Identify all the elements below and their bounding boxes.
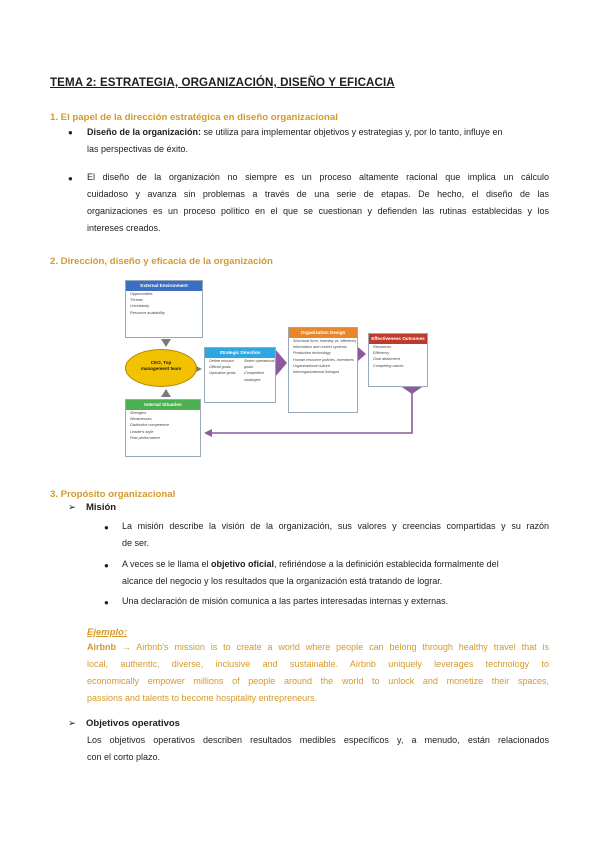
bullet-icon: ● <box>68 174 73 183</box>
arrow-right-icon: ➢ <box>68 718 76 729</box>
diagram-item: Organizational culture <box>293 363 330 368</box>
diagram-item: Threats <box>130 298 143 303</box>
bullet-icon: ● <box>104 523 109 532</box>
diagram-item: Define mission <box>209 359 234 363</box>
arrow-down-icon <box>161 339 171 347</box>
organization-design-title: Organization Design <box>289 328 357 338</box>
internal-situation-title: Internal Situation <box>126 400 200 410</box>
diagram-item: Past performance <box>130 435 160 440</box>
internal-situation-box <box>125 399 201 457</box>
diagram-item: Resources <box>373 345 392 349</box>
arrow-right-icon: ➢ <box>68 502 76 513</box>
effectiveness-outcomes-title: Effectiveness Outcomes <box>369 334 427 344</box>
mision-bullet2: A veces se le llama el objetivo oficial, refiriéndose a la definición establecida formalmente del alcance del negocio y los resultados que la organización está tratando de lograr. <box>122 559 499 586</box>
diagram-item: Uncertainty <box>130 304 150 309</box>
airbnb-example: Airbnb → Airbnb's mission is to create a world where people can belong through healthy travel that is local, authentic, diverse, inclusive and sustainable. Airbnb uniquely leverages technology to economically empower millions of people around the world to unlock and monetize their spaces, passions and talents to become hospitality entrepreneurs. <box>87 642 549 703</box>
diagram-item: Official goals <box>209 365 231 370</box>
objetivos-label: Objetivos operativos <box>86 718 180 729</box>
external-environment-title: External Environment <box>126 281 202 291</box>
diagram-item: Operative goals <box>209 371 236 376</box>
organization-design-diagram <box>122 277 430 457</box>
diagram-item: Human resource policies, incentives <box>293 357 354 362</box>
bullet-icon: ● <box>104 598 109 607</box>
mision-label: Misión <box>86 502 117 513</box>
ceo-label: CEO, Top management team <box>140 360 182 371</box>
arrow-right-icon <box>358 347 366 361</box>
mision-bullet1: La misión describe la visión de la organización, sus valores y creencias compartidas y su razón de ser. <box>122 521 549 548</box>
diagram-item: Competing values <box>373 363 404 368</box>
strategic-direction-box <box>204 347 276 403</box>
effectiveness-outcomes-box <box>368 333 428 387</box>
page-title: TEMA 2: ESTRATEGIA, ORGANIZACIÓN, DISEÑO Y EFICACIA <box>50 76 395 89</box>
bullet-icon: ● <box>104 561 109 570</box>
diagram-item: Competitive strategies <box>244 371 265 382</box>
objetivos-text: Los objetivos operativos describen resultados medibles específicos y, a menudo, están relacionados con el corto plazo. <box>87 735 549 762</box>
section1-heading: 1. El papel de la dirección estratégica en diseño organizacional <box>50 112 338 123</box>
bullet-icon: ● <box>68 128 73 137</box>
diagram-item: Structural form, learning vs. efficiency <box>293 339 357 343</box>
diagram-item: Production technology <box>293 351 331 356</box>
diagram-item: Resource availability <box>130 310 165 315</box>
arrow-right-icon <box>275 349 287 377</box>
section1-bullet1: Diseño de la organización: se utiliza para implementar objetivos y estrategias y, por lo tanto, influye en <box>87 127 503 137</box>
section1-bullet1-line2: las perspectivas de éxito. <box>87 144 189 154</box>
diagram-item: Goal attainment <box>373 357 400 362</box>
objetivos-item <box>68 718 180 729</box>
organization-design-box <box>288 327 358 413</box>
diagram-item: Efficiency <box>373 351 390 356</box>
mision-item <box>68 502 116 513</box>
strategic-direction-title: Strategic Direction <box>205 348 275 358</box>
ejemplo-label: Ejemplo: <box>87 627 128 638</box>
mision-bullet3: Una declaración de misión comunica a las partes interesadas internas y externas. <box>122 596 449 606</box>
arrow-left-icon <box>204 429 212 437</box>
section2-heading: 2. Dirección, diseño y eficacia de la organización <box>50 256 273 267</box>
diagram-item: Information and control systems <box>293 345 347 350</box>
diagram-item: Weaknesses <box>130 417 152 422</box>
ceo-ellipse <box>125 349 197 387</box>
diagram-item: Select operational goals <box>244 359 275 370</box>
diagram-item: Opportunities <box>130 292 153 296</box>
diagram-item: Distinctive competence <box>130 423 170 428</box>
section3-heading: 3. Propósito organizacional <box>50 489 176 500</box>
section1-bullet2: El diseño de la organización no siempre es un proceso altamente racional que implica un cálculo cuidadoso y avanza sin problemas a través de una serie de etapas. De hecho, el diseño de las organizaciones es un proceso político en el que se cuestionan y defienden las rutinas establecidas y los intereses creados. <box>87 172 549 233</box>
diagram-item: Interorganizational linkages <box>293 370 340 375</box>
diagram-item: Strengths <box>130 411 147 415</box>
arrow-up-icon <box>161 389 171 397</box>
external-environment-box <box>125 280 203 338</box>
diagram-item: Leader's style <box>130 429 154 434</box>
